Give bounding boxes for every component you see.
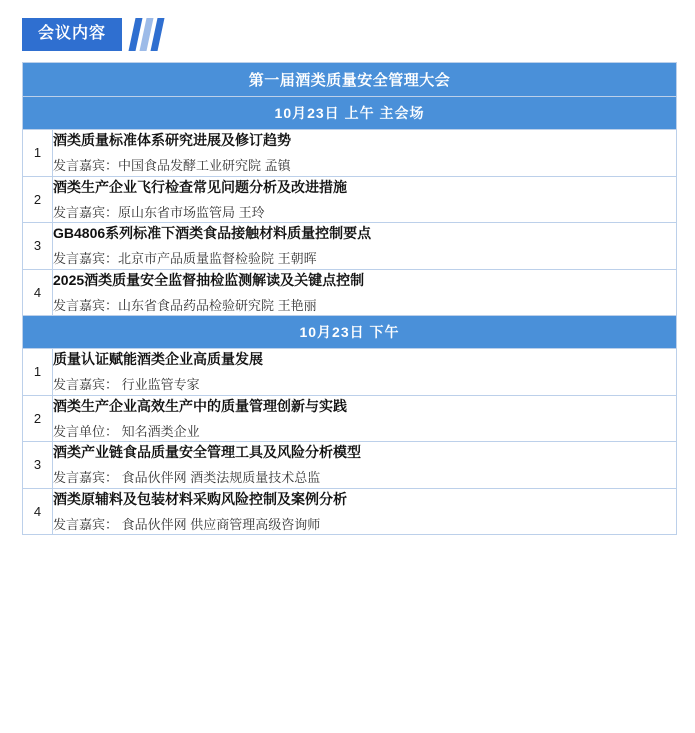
- section-header-label: 会议内容: [22, 18, 122, 51]
- conference-title: 第一届酒类质量安全管理大会: [23, 63, 677, 97]
- agenda-item-title: GB4806系列标准下酒类食品接触材料质量控制要点: [53, 225, 372, 241]
- agenda-table: [22, 62, 677, 535]
- conference-agenda-page: [0, 12, 695, 733]
- table-row: [23, 395, 677, 442]
- agenda-item-speaker: 发言嘉宾： 行业监管专家: [53, 377, 200, 392]
- row-number: 4: [23, 269, 53, 316]
- table-row: [23, 442, 677, 489]
- agenda-item-speaker: 发言嘉宾：北京市产品质量监督检验院 王朝晖: [53, 251, 317, 266]
- agenda-item: [53, 488, 677, 535]
- agenda-item-title: 酒类原辅料及包装材料采购风险控制及案例分析: [53, 490, 347, 507]
- agenda-item-title: 酒类质量标准体系研究进展及修订趋势: [53, 132, 291, 148]
- row-number: 4: [23, 488, 53, 535]
- agenda-item-title: 酒类产业链食品质量安全管理工具及风险分析模型: [53, 444, 361, 460]
- agenda-item: [53, 269, 677, 316]
- row-number: 3: [23, 442, 53, 489]
- session-header-row: [23, 316, 677, 349]
- agenda-item-speaker: 发言嘉宾： 食品伙伴网 酒类法规质量技术总监: [53, 470, 321, 485]
- session-label-afternoon: 10月23日 下午: [23, 316, 677, 349]
- table-row: [23, 223, 677, 270]
- agenda-item: [53, 442, 677, 489]
- section-header: [22, 12, 695, 56]
- agenda-item: [53, 176, 677, 223]
- table-row: [23, 349, 677, 396]
- header-decoration-bars: [128, 18, 161, 51]
- row-number: 2: [23, 395, 53, 442]
- agenda-item-speaker: 发言单位： 知名酒类企业: [53, 423, 200, 439]
- table-title-row: [23, 63, 677, 97]
- agenda-item-title: 2025酒类质量安全监督抽检监测解读及关键点控制: [53, 271, 365, 288]
- row-number: 2: [23, 176, 53, 223]
- table-row: [23, 488, 677, 535]
- header-bar-3: [151, 18, 165, 51]
- agenda-item-title: 酒类生产企业飞行检查常见问题分析及改进措施: [53, 178, 347, 195]
- agenda-item-speaker: 发言嘉宾： 食品伙伴网 供应商管理高级咨询师: [53, 516, 321, 532]
- table-row: [23, 269, 677, 316]
- agenda-item: [53, 395, 677, 442]
- agenda-item-title: 酒类生产企业高效生产中的质量管理创新与实践: [53, 397, 347, 414]
- agenda-item: [53, 349, 677, 396]
- row-number: 1: [23, 349, 53, 396]
- row-number: 1: [23, 130, 53, 177]
- agenda-item: [53, 223, 677, 270]
- table-row: [23, 176, 677, 223]
- agenda-item: [53, 130, 677, 177]
- agenda-item-speaker: 发言嘉宾：山东省食品药品检验研究院 王艳丽: [53, 297, 317, 313]
- agenda-item-speaker: 发言嘉宾：原山东省市场监管局 王玲: [53, 204, 265, 220]
- table-row: [23, 130, 677, 177]
- agenda-item-speaker: 发言嘉宾：中国食品发酵工业研究院 孟镇: [53, 158, 291, 173]
- row-number: 3: [23, 223, 53, 270]
- session-header-row: [23, 97, 677, 130]
- session-label-morning: 10月23日 上午 主会场: [23, 97, 677, 130]
- agenda-item-title: 质量认证赋能酒类企业高质量发展: [53, 351, 263, 367]
